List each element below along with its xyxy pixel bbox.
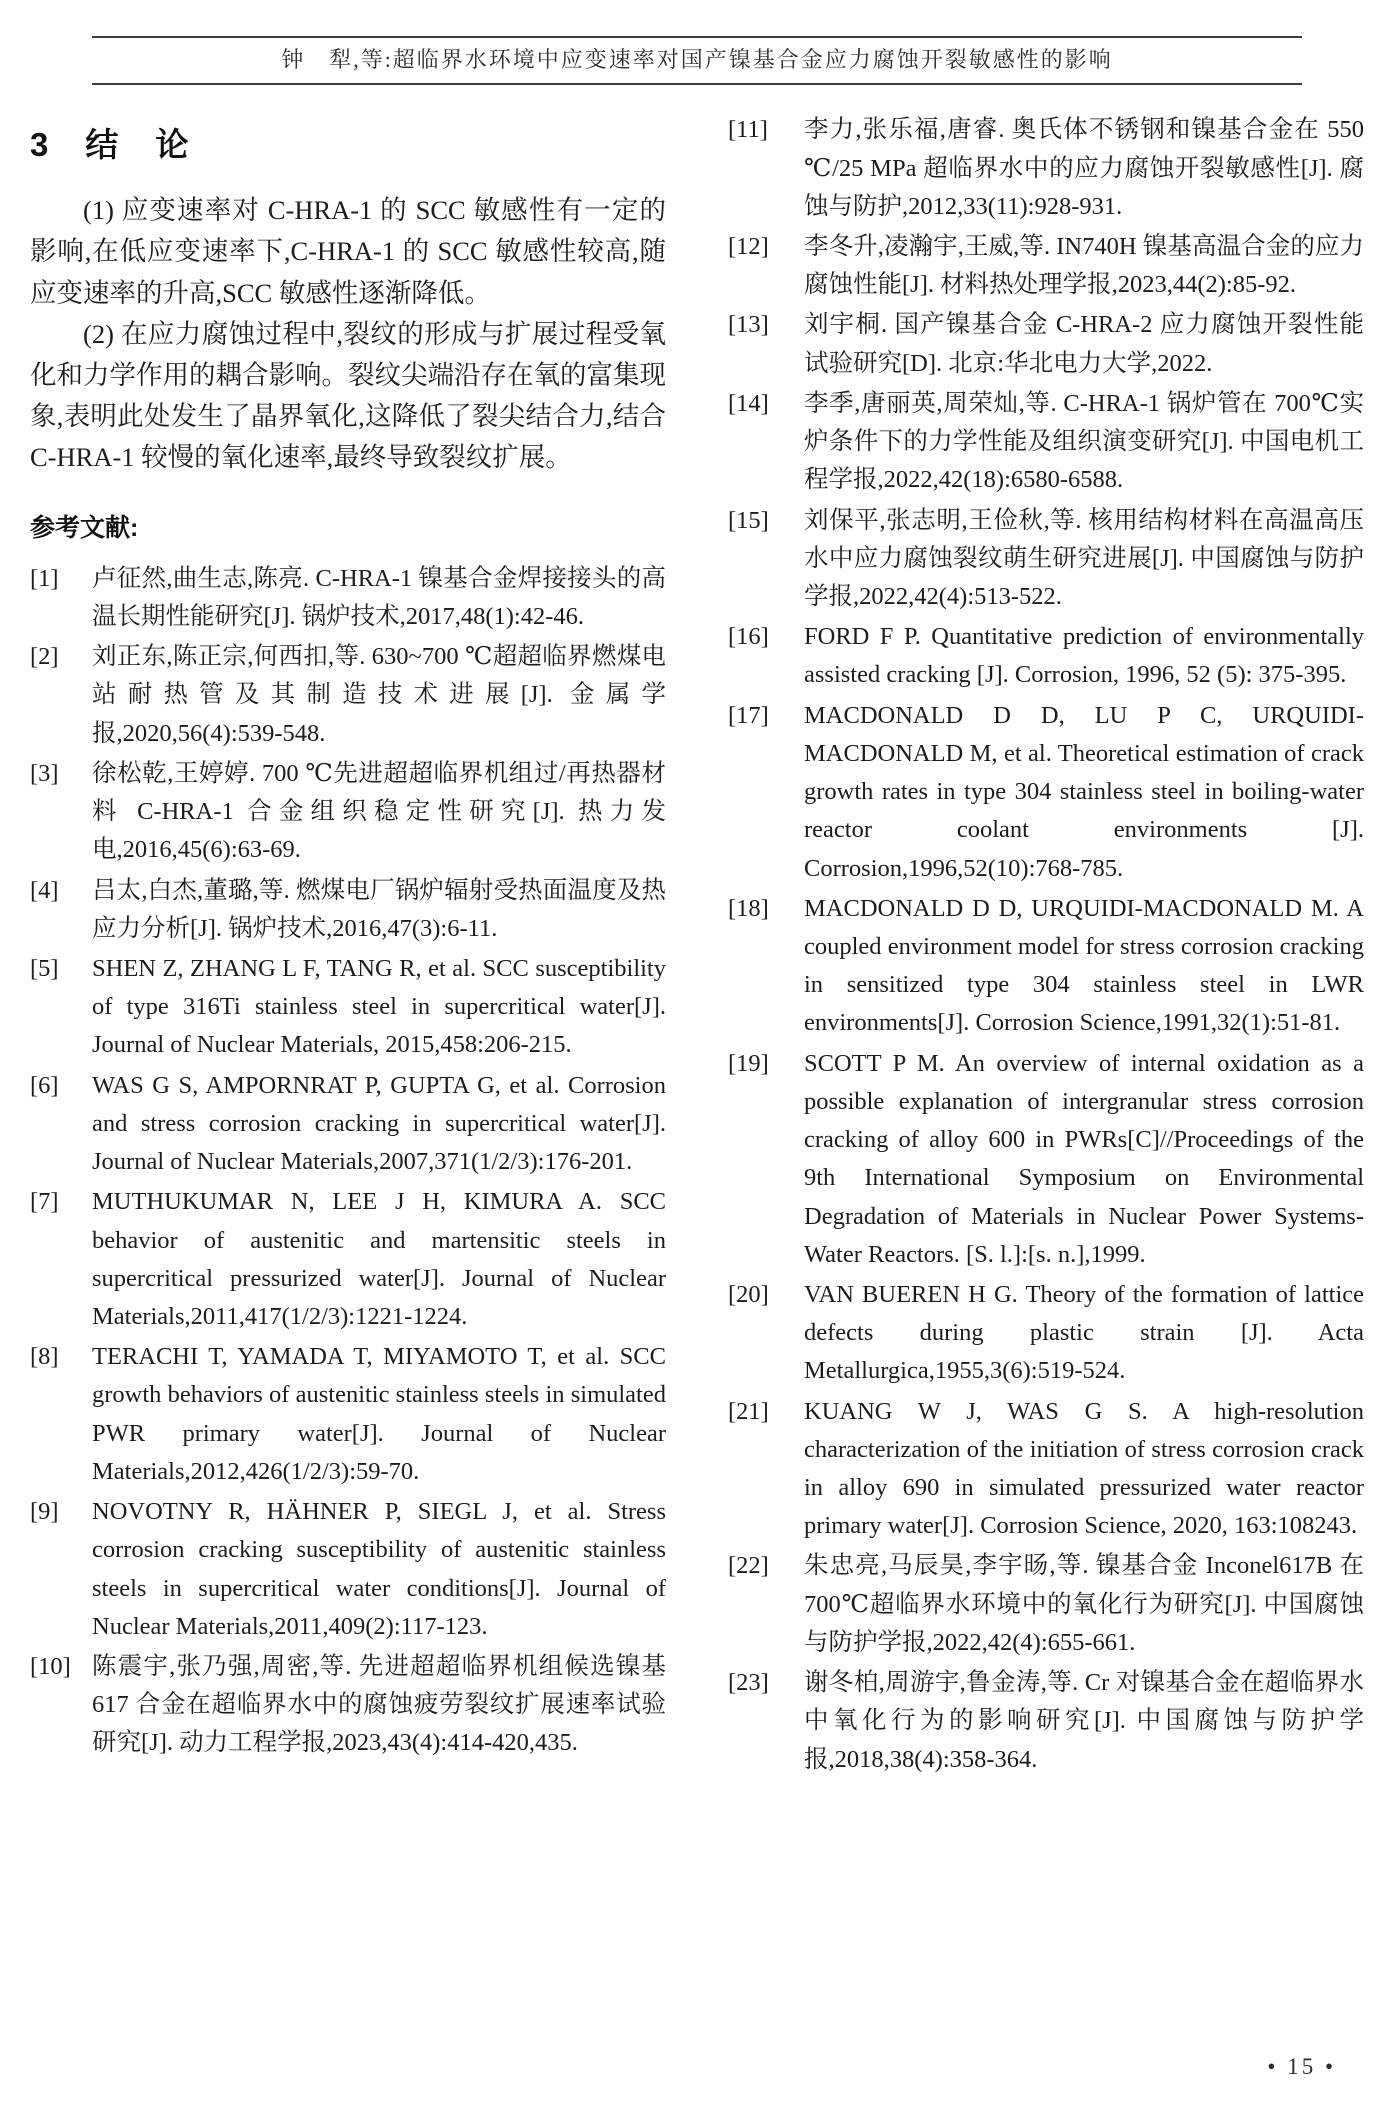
page-header — [92, 36, 1302, 85]
reference-text: 谢冬柏,周游宇,鲁金涛,等. Cr 对镍基合金在超临界水中氧化行为的影响研究[J]. 中国腐蚀与防护学报,2018,38(4):358-364. — [804, 1669, 1364, 1773]
reference-text: 徐松乾,王婷婷. 700 ℃先进超超临界机组过/再热器材料 C-HRA-1 合金组织稳定性研究[J]. 热力发电,2016,45(6):63-69. — [92, 759, 666, 864]
references-heading: 参考文献: — [30, 513, 139, 542]
reference-item — [728, 228, 1364, 304]
reference-item — [728, 1045, 1364, 1274]
reference-text: 刘宇桐. 国产镍基合金 C-HRA-2 应力腐蚀开裂性能试验研究[D]. 北京:华北电力大学,2022. — [804, 311, 1364, 377]
reference-item — [30, 950, 666, 1065]
reference-number: [20] — [728, 1280, 769, 1308]
reference-number: [19] — [728, 1049, 769, 1077]
reference-item — [30, 1648, 666, 1763]
references-list-left — [30, 560, 666, 1763]
reference-text: 吕太,白杰,董璐,等. 燃煤电厂锅炉辐射受热面温度及热应力分析[J]. 锅炉技术,2016,47(3):6-11. — [92, 876, 666, 942]
reference-number: [3] — [30, 759, 59, 787]
reference-item — [30, 560, 666, 636]
running-title: 钟 犁,等:超临界水环境中应变速率对国产镍基合金应力腐蚀开裂敏感性的影响 — [281, 47, 1113, 72]
reference-text: TERACHI T, YAMADA T, MIYAMOTO T, et al. SCC growth behaviors of austenitic stainless steels in simulated PWR primary water[J]. Journal of Nuclear Materials,2012,426(1/2/3):59-70. — [92, 1343, 666, 1485]
reference-number: [1] — [30, 564, 59, 592]
conclusion-paragraph-2: (2) 在应力腐蚀过程中,裂纹的形成与扩展过程受氧化和力学作用的耦合影响。裂纹尖端沿存在氧的富集现象,表明此处发生了晶界氧化,这降低了裂尖结合力,结合 C-HRA-1 较慢的氧化速率,最终导致裂纹扩展。 — [30, 318, 666, 472]
reference-text: 李冬升,凌瀚宇,王威,等. IN740H 镍基高温合金的应力腐蚀性能[J]. 材料热处理学报,2023,44(2):85-92. — [804, 233, 1364, 299]
reference-item — [30, 1493, 666, 1646]
reference-text: 陈震宇,张乃强,周密,等. 先进超超临界机组候选镍基 617 合金在超临界水中的腐蚀疲劳裂纹扩展速率试验研究[J]. 动力工程学报,2023,43(4):414-420,435. — [92, 1652, 666, 1757]
reference-number: [4] — [30, 876, 59, 904]
reference-item — [728, 1547, 1364, 1662]
reference-text: KUANG W J, WAS G S. A high-resolution characterization of the initiation of stress corrosion crack in alloy 690 in simulated pressurized water reactor primary water[J]. Corrosion Science, 2020, 163:108243. — [804, 1397, 1364, 1540]
reference-text: SCOTT P M. An overview of internal oxidation as a possible explanation of intergranular stress corrosion cracking of alloy 600 in PWRs[C]//Proceedings of the 9th International Symposium on Environmental Degradation of Materials in Nuclear Power Systems-Water Reactors. [S. l.]:[s. n.],1999. — [804, 1049, 1364, 1268]
reference-text: 李季,唐丽英,周荣灿,等. C-HRA-1 锅炉管在 700℃实炉条件下的力学性能及组织演变研究[J]. 中国电机工程学报,2022,42(18):6580-6588. — [804, 389, 1364, 494]
reference-item — [728, 1276, 1364, 1391]
reference-item — [728, 111, 1364, 226]
reference-item — [30, 872, 666, 948]
page-footer — [1267, 2054, 1336, 2080]
reference-number: [5] — [30, 955, 59, 983]
reference-number: [12] — [728, 233, 769, 261]
left-column — [30, 111, 666, 1764]
reference-number: [9] — [30, 1498, 59, 1526]
reference-number: [10] — [30, 1652, 71, 1680]
reference-item — [30, 755, 666, 870]
reference-item — [30, 1338, 666, 1491]
header-rule-bottom — [92, 83, 1302, 85]
reference-item — [30, 638, 666, 753]
reference-text: MUTHUKUMAR N, LEE J H, KIMURA A. SCC behavior of austenitic and martensitic steels in supercritical pressurized water[J]. Journal of Nuclear Materials,2011,417(1/2/3):1221-1224. — [92, 1188, 666, 1330]
reference-number: [23] — [728, 1669, 769, 1697]
reference-number: [2] — [30, 643, 59, 671]
reference-text: VAN BUEREN H G. Theory of the formation of lattice defects during plastic strain [J]. Acta Metallurgica,1955,3(6):519-524. — [804, 1280, 1364, 1385]
reference-number: [15] — [728, 506, 769, 534]
reference-number: [6] — [30, 1071, 59, 1099]
reference-text: 卢征然,曲生志,陈亮. C-HRA-1 镍基合金焊接接头的高温长期性能研究[J]. 锅炉技术,2017,48(1):42-46. — [92, 564, 666, 631]
conclusion-paragraph-1: (1) 应变速率对 C-HRA-1 的 SCC 敏感性有一定的影响,在低应变速率下,C-HRA-1 的 SCC 敏感性较高,随应变速率的升高,SCC 敏感性逐渐降低。 — [30, 195, 666, 308]
reference-item — [728, 1393, 1364, 1546]
reference-number: [13] — [728, 311, 769, 339]
page-number: • 15 • — [1267, 2054, 1336, 2079]
right-column — [728, 111, 1364, 1780]
reference-text: 朱忠亮,马辰昊,李宇旸,等. 镍基合金 Inconel617B 在 700℃超临界水环境中的氧化行为研究[J]. 中国腐蚀与防护学报,2022,42(4):655-661. — [804, 1552, 1364, 1656]
reference-text: WAS G S, AMPORNRAT P, GUPTA G, et al. Corrosion and stress corrosion cracking in supercritical water[J]. Journal of Nuclear Materials,2007,371(1/2/3):176-201. — [92, 1071, 666, 1176]
reference-number: [7] — [30, 1188, 59, 1216]
reference-number: [14] — [728, 389, 769, 417]
reference-item — [728, 502, 1364, 617]
reference-number: [18] — [728, 894, 769, 922]
reference-number: [22] — [728, 1552, 769, 1580]
reference-item — [728, 890, 1364, 1043]
reference-item — [728, 306, 1364, 382]
reference-text: 刘保平,张志明,王俭秋,等. 核用结构材料在高温高压水中应力腐蚀裂纹萌生研究进展[J]. 中国腐蚀与防护学报,2022,42(4):513-522. — [804, 506, 1364, 611]
reference-item — [30, 1067, 666, 1182]
reference-item — [728, 697, 1364, 888]
two-column-body — [30, 111, 1364, 1780]
reference-text: NOVOTNY R, HÄHNER P, SIEGL J, et al. Stress corrosion cracking susceptibility of austenitic stainless steels in supercritical water conditions[J]. Journal of Nuclear Materials,2011,409(2):117-123. — [92, 1498, 666, 1640]
reference-number: [11] — [728, 116, 768, 144]
references-list-right — [728, 111, 1364, 1778]
reference-text: 李力,张乐福,唐睿. 奥氏体不锈钢和镍基合金在 550 ℃/25 MPa 超临界水中的应力腐蚀开裂敏感性[J]. 腐蚀与防护,2012,33(11):928-931. — [804, 116, 1364, 220]
reference-number: [16] — [728, 623, 769, 651]
reference-text: MACDONALD D D, URQUIDI-MACDONALD M. A coupled environment model for stress corrosion cracking in sensitized type 304 stainless steel in LWR environments[J]. Corrosion Science,1991,32(1):51-81. — [804, 894, 1364, 1037]
reference-item — [728, 385, 1364, 500]
reference-number: [8] — [30, 1343, 59, 1371]
reference-number: [21] — [728, 1397, 769, 1425]
conclusion-heading: 3 结 论 — [30, 126, 191, 164]
reference-item — [30, 1183, 666, 1336]
reference-item — [728, 618, 1364, 694]
reference-text: 刘正东,陈正宗,何西扣,等. 630~700 ℃超超临界燃煤电站耐热管及其制造技术进展[J]. 金属学报,2020,56(4):539-548. — [92, 643, 666, 747]
reference-text: SHEN Z, ZHANG L F, TANG R, et al. SCC susceptibility of type 316Ti stainless steel in supercritical water[J]. Journal of Nuclear Materials, 2015,458:206-215. — [92, 955, 666, 1059]
reference-number: [17] — [728, 701, 769, 729]
reference-item — [728, 1664, 1364, 1779]
reference-text: FORD F P. Quantitative prediction of environmentally assisted cracking [J]. Corrosion, 1996, 52 (5): 375-395. — [804, 623, 1364, 689]
reference-text: MACDONALD D D, LU P C, URQUIDI-MACDONALD M, et al. Theoretical estimation of crack growth rates in type 304 stainless steel in boiling-water reactor coolant environments [J]. Corrosion,1996,52(10):768-785. — [804, 701, 1364, 882]
